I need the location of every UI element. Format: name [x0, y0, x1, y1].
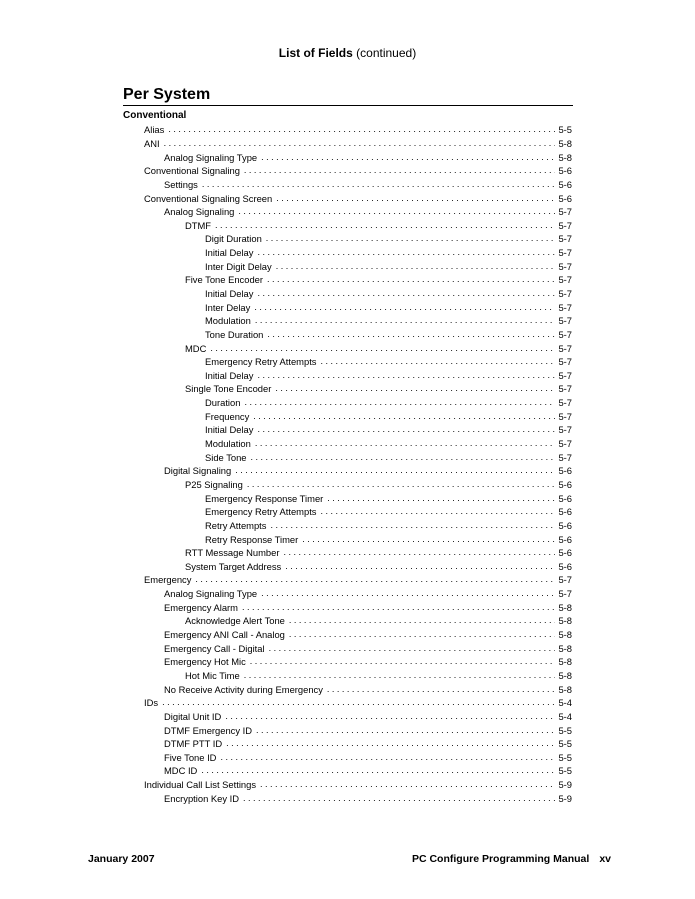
entry-page-number: 5-7 [558, 233, 572, 245]
index-entry [0, 669, 572, 683]
entry-label: Settings [164, 178, 198, 190]
dot-leader [283, 546, 555, 559]
entry-label: Inter Delay [205, 301, 251, 313]
index-entry [0, 423, 572, 437]
entry-page-number: 5-5 [558, 124, 572, 136]
entry-label: Duration [205, 397, 241, 409]
dot-leader [255, 437, 556, 450]
entry-label: Modulation [205, 438, 251, 450]
dot-leader [195, 573, 555, 586]
index-entry [0, 314, 572, 328]
entry-label: Acknowledge Alert Tone [185, 615, 285, 627]
group-title: Conventional [123, 110, 187, 121]
index-entry [0, 682, 572, 696]
index-entry [0, 641, 572, 655]
entry-page-number: 5-4 [558, 697, 572, 709]
dot-leader [261, 151, 555, 164]
index-entry [0, 491, 572, 505]
entry-label: Digital Unit ID [164, 710, 222, 722]
entry-label: Initial Delay [205, 369, 254, 381]
entry-page-number: 5-7 [558, 424, 572, 436]
dot-leader [226, 737, 555, 750]
entry-page-number: 5-9 [558, 779, 572, 791]
entry-page-number: 5-7 [558, 288, 572, 299]
index-entry [0, 546, 572, 560]
entry-label: Digit Duration [205, 233, 262, 245]
entry-page-number: 5-8 [558, 683, 572, 695]
entry-label: IDs [144, 697, 159, 709]
dot-leader [244, 164, 556, 177]
entry-label: Single Tone Encoder [185, 383, 272, 395]
entry-label: Emergency Hot Mic [164, 656, 246, 668]
dot-leader [276, 260, 556, 273]
entry-label: No Receive Activity during Emergency [164, 683, 323, 695]
entry-page-number: 5-8 [558, 615, 572, 627]
index-entry [0, 328, 572, 342]
entry-label: DTMF Emergency ID [164, 724, 253, 736]
entry-page-number: 5-7 [558, 451, 572, 463]
entry-label: Five Tone Encoder [185, 274, 263, 286]
dot-leader [276, 192, 555, 205]
dot-leader [201, 764, 555, 777]
entry-label: Emergency Alarm [164, 601, 238, 613]
index-entry [0, 232, 572, 246]
entry-page-number: 5-6 [558, 560, 572, 572]
footer-manual-info [412, 852, 611, 866]
index-entry [0, 450, 572, 464]
entry-page-number: 5-6 [558, 178, 572, 190]
dot-leader [244, 396, 555, 409]
entry-label: Hot Mic Time [185, 669, 240, 681]
entry-page-number: 5-6 [558, 492, 572, 504]
dot-leader [257, 287, 555, 300]
entry-page-number: 5-7 [558, 206, 572, 218]
entry-page-number: 5-6 [558, 519, 572, 531]
dot-leader [220, 751, 555, 764]
index-entries [0, 123, 695, 805]
entry-page-number: 5-8 [558, 137, 572, 149]
index-entry [0, 532, 572, 546]
entry-label: Five Tone ID [164, 751, 217, 763]
index-entry [0, 123, 572, 137]
index-entry [0, 628, 572, 642]
entry-label: Emergency Call - Digital [164, 642, 265, 654]
index-entry [0, 259, 572, 273]
dot-leader [327, 492, 555, 505]
dot-leader [235, 464, 555, 477]
entry-label: Emergency Response Timer [205, 492, 324, 504]
dot-leader [257, 369, 555, 382]
entry-label: Emergency Retry Attempts [205, 506, 317, 518]
index-entry [0, 750, 572, 764]
dot-leader [250, 655, 556, 668]
entry-page-number: 5-6 [558, 533, 572, 545]
footer-date: January 2007 [88, 853, 155, 865]
entry-label: ANI [144, 137, 160, 149]
entry-page-number: 5-8 [558, 151, 572, 163]
entry-page-number: 5-9 [558, 792, 572, 804]
entry-label: Tone Duration [205, 328, 264, 340]
index-entry [0, 382, 572, 396]
entry-label: Emergency Retry Attempts [205, 356, 317, 368]
entry-page-number: 5-5 [558, 738, 572, 750]
index-entry [0, 205, 572, 219]
entry-label: Emergency ANI Call - Analog [164, 629, 285, 641]
dot-leader [242, 601, 555, 614]
entry-page-number: 5-5 [558, 724, 572, 736]
entry-label: Analog Signaling Type [164, 588, 258, 600]
index-entry [0, 300, 572, 314]
dot-leader [251, 451, 556, 464]
entry-page-number: 5-6 [558, 478, 572, 490]
index-entry [0, 150, 572, 164]
index-entry [0, 655, 572, 669]
entry-label: Conventional Signaling [144, 165, 240, 177]
index-entry [0, 437, 572, 451]
index-entry [0, 273, 572, 287]
entry-page-number: 5-7 [558, 260, 572, 272]
dot-leader [164, 137, 556, 150]
dot-leader [285, 560, 555, 573]
entry-page-number: 5-6 [558, 165, 572, 177]
entry-page-number: 5-7 [558, 342, 572, 354]
entry-label: Initial Delay [205, 247, 254, 259]
entry-page-number: 5-8 [558, 669, 572, 681]
entry-page-number: 5-6 [558, 547, 572, 559]
index-entry [0, 778, 572, 792]
dot-leader [302, 533, 555, 546]
index-entry [0, 573, 572, 587]
dot-leader [244, 669, 556, 682]
header-title: List of Fields [278, 46, 353, 60]
index-entry [0, 355, 572, 369]
index-entry [0, 137, 572, 151]
entry-page-number: 5-8 [558, 629, 572, 641]
dot-leader [321, 505, 556, 518]
dot-leader [321, 355, 556, 368]
entry-label: DTMF PTT ID [164, 738, 223, 750]
index-entry [0, 723, 572, 737]
index-entry [0, 737, 572, 751]
index-entry [0, 396, 572, 410]
dot-leader [260, 778, 555, 791]
index-entry [0, 600, 572, 614]
entry-page-number: 5-7 [558, 301, 572, 313]
section-title: Per System [123, 86, 211, 103]
dot-leader [327, 683, 556, 696]
index-entry [0, 409, 572, 423]
dot-leader [225, 710, 555, 723]
entry-page-number: 5-7 [558, 247, 572, 259]
dot-leader [275, 382, 555, 395]
entry-label: MDC [185, 342, 207, 354]
index-entry [0, 791, 572, 805]
entry-page-number: 5-6 [558, 506, 572, 518]
entry-page-number: 5-5 [558, 751, 572, 763]
page-header [0, 45, 695, 61]
index-entry [0, 218, 572, 232]
entry-page-number: 5-8 [558, 656, 572, 668]
dot-leader [247, 478, 556, 491]
entry-page-number: 5-5 [558, 765, 572, 777]
index-entry [0, 587, 572, 601]
dot-leader [266, 232, 556, 245]
entry-label: Side Tone [205, 451, 247, 463]
dot-leader [289, 614, 556, 627]
entry-label: Encryption Key ID [164, 792, 240, 804]
index-entry [0, 560, 572, 574]
dot-leader [254, 301, 555, 314]
dot-leader [261, 587, 555, 600]
entry-page-number: 5-8 [558, 601, 572, 613]
entry-label: Initial Delay [205, 424, 254, 436]
index-entry [0, 246, 572, 260]
entry-page-number: 5-4 [558, 710, 572, 722]
index-entry [0, 478, 572, 492]
dot-leader [243, 792, 555, 805]
entry-label: Inter Digit Delay [205, 260, 272, 272]
index-entry [0, 519, 572, 533]
entry-page-number: 5-6 [558, 192, 572, 204]
entry-label: Alias [144, 124, 165, 136]
entry-page-number: 5-7 [558, 410, 572, 422]
entry-label: Individual Call List Settings [144, 779, 257, 791]
entry-page-number: 5-7 [558, 219, 572, 231]
dot-leader [210, 342, 555, 355]
entry-label: Emergency [144, 574, 192, 586]
entry-label: DTMF [185, 219, 212, 231]
entry-label: MDC ID [164, 765, 198, 777]
dot-leader [267, 328, 555, 341]
entry-page-number: 5-7 [558, 274, 572, 286]
dot-leader [215, 219, 555, 232]
footer-manual: PC Configure Programming Manual [411, 853, 590, 865]
dot-leader [162, 696, 555, 709]
dot-leader [253, 410, 555, 423]
entry-label: System Target Address [185, 560, 282, 572]
header-suffix: (continued) [356, 46, 417, 60]
index-entry [0, 614, 572, 628]
entry-label: Retry Response Timer [205, 533, 299, 545]
dot-leader [255, 314, 556, 327]
index-entry [0, 710, 572, 724]
entry-label: Retry Attempts [205, 519, 267, 531]
index-entry [0, 164, 572, 178]
entry-label: RTT Message Number [185, 547, 280, 559]
entry-page-number: 5-7 [558, 438, 572, 450]
entry-page-number: 5-6 [558, 465, 572, 477]
index-entry [0, 764, 572, 778]
entry-label: Initial Delay [205, 288, 254, 299]
index-entry [0, 287, 572, 301]
dot-leader [168, 123, 555, 136]
entry-page-number: 5-7 [558, 356, 572, 368]
dot-leader [289, 628, 556, 641]
index-entry [0, 341, 572, 355]
index-entry [0, 178, 572, 192]
index-entry [0, 464, 572, 478]
entry-label: Modulation [205, 315, 251, 327]
section-rule [123, 105, 573, 106]
entry-label: Analog Signaling Type [164, 151, 258, 163]
entry-page-number: 5-7 [558, 315, 572, 327]
entry-label: Frequency [205, 410, 250, 422]
index-entry [0, 191, 572, 205]
entry-label: Digital Signaling [164, 465, 232, 477]
dot-leader [256, 724, 555, 737]
dot-leader [267, 273, 555, 286]
dot-leader [257, 423, 555, 436]
dot-leader [257, 246, 555, 259]
entry-label: Conventional Signaling Screen [144, 192, 273, 204]
dot-leader [202, 178, 556, 191]
dot-leader [238, 205, 555, 218]
entry-page-number: 5-7 [558, 369, 572, 381]
entry-label: Analog Signaling [164, 206, 235, 218]
index-entry [0, 696, 572, 710]
entry-page-number: 5-8 [558, 642, 572, 654]
dot-leader [269, 642, 556, 655]
entry-page-number: 5-7 [558, 383, 572, 395]
entry-label: P25 Signaling [185, 478, 243, 490]
index-entry [0, 369, 572, 383]
index-entry [0, 505, 572, 519]
entry-page-number: 5-7 [558, 574, 572, 586]
dot-leader [270, 519, 555, 532]
footer-page-number: xv [599, 853, 611, 865]
entry-page-number: 5-7 [558, 397, 572, 409]
entry-page-number: 5-7 [558, 328, 572, 340]
entry-page-number: 5-7 [558, 588, 572, 600]
